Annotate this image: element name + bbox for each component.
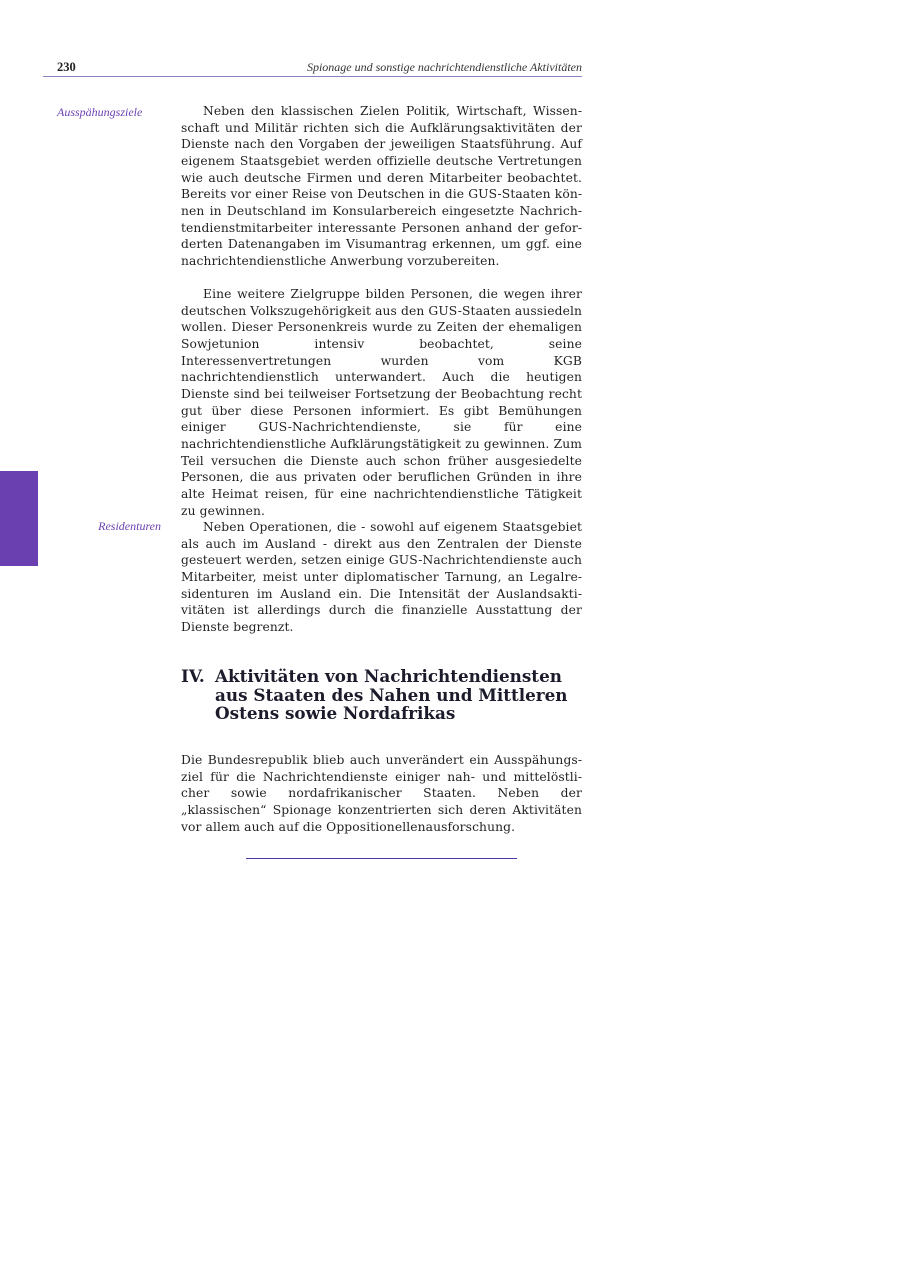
chapter-title: Aktivitäten von Nachrichtendiensten aus Staaten des Nahen und Mittleren Ostens sowie Nordafrikas — [215, 666, 568, 723]
margin-note-residenturen: Residenturen — [98, 519, 161, 533]
chapter-number: IV. — [181, 666, 205, 686]
thumb-index-tab — [0, 471, 38, 566]
header-rule — [43, 76, 582, 77]
closing-rule — [246, 858, 517, 859]
running-head: Spionage und sonstige nachrichtendienstliche Aktivitäten — [306, 60, 582, 74]
paragraph-residenturen: Neben Operationen, die - sowohl auf eigenem Staatsgebiet als auch im Ausland - direkt aus den Zentralen der Dienste gesteuert werden, setzen einige GUS-Nachrichtendienste auch Mitarbeiter, meist unter diplomatischer Tarnung, an Legalresidenturen im Ausland ein. Die Intensität der Auslandsaktivitäten ist allerdings durch die finanzielle Ausstattung der Dienste begrenzt. — [181, 520, 582, 634]
paragraph-nahost: Die Bundesrepublik blieb auch unverändert ein Ausspähungsziel für die Nachrichtendienste einiger nah- und mittelöstlicher sowie nordafrikanischer Staaten. Neben der „klassischen“ Spionage konzentrierten sich deren Aktivitäten vor allem auch auf die Oppositionellenausforschung. — [181, 753, 582, 834]
paragraph-ausspaehungsziele: Neben den klassischen Zielen Politik, Wirtschaft, Wissenschaft und Militär richten sich die Aufklärungsaktivitäten der Dienste nach den Vorgaben der jeweiligen Staatsführung. Auf eigenem Staatsgebiet werden offizielle deutsche Vertretungen wie auch deutsche Firmen und deren Mitarbeiter beobachtet. Bereits vor einer Reise von Deutschen in die GUS-Staaten können in Deutschland im Konsularbereich eingesetzte Nachrichtendienstmitarbeiter interessante Personen anhand der geforderten Datenangaben im Visumantrag erkennen, um ggf. eine nachrichtendienstliche Anwerbung vorzubereiten. — [181, 104, 582, 268]
margin-note-ausspaehungsziele: Ausspähungsziele — [57, 105, 143, 119]
paragraph-zielgruppe: Eine weitere Zielgruppe bilden Personen, die wegen ihrer deutschen Volkszugehörigkeit aus den GUS-Staaten aussiedeln wollen. Dieser Personenkreis wurde zu Zeiten der ehemaligen Sowjetunion intensiv beobachtet, seine Interessenvertretungen wurden vom KGB nachrichtendienstlich unterwandert. Auch die heutigen Dienste sind bei teilweiser Fortsetzung der Beobachtung recht gut über diese Personen informiert. Es gibt Bemühungen einiger GUS-Nachrichtendienste, sie für eine nachrichtendienstliche Aufklärungstätigkeit zu gewinnen. Zum Teil versuchen die Dienste auch schon früher ausgesiedelte Personen, die aus privaten oder beruflichen Gründen in ihre alte Heimat reisen, für eine nachrichtendienstliche Tätigkeit zu gewinnen. — [181, 287, 582, 518]
page-number: 230 — [57, 60, 76, 74]
